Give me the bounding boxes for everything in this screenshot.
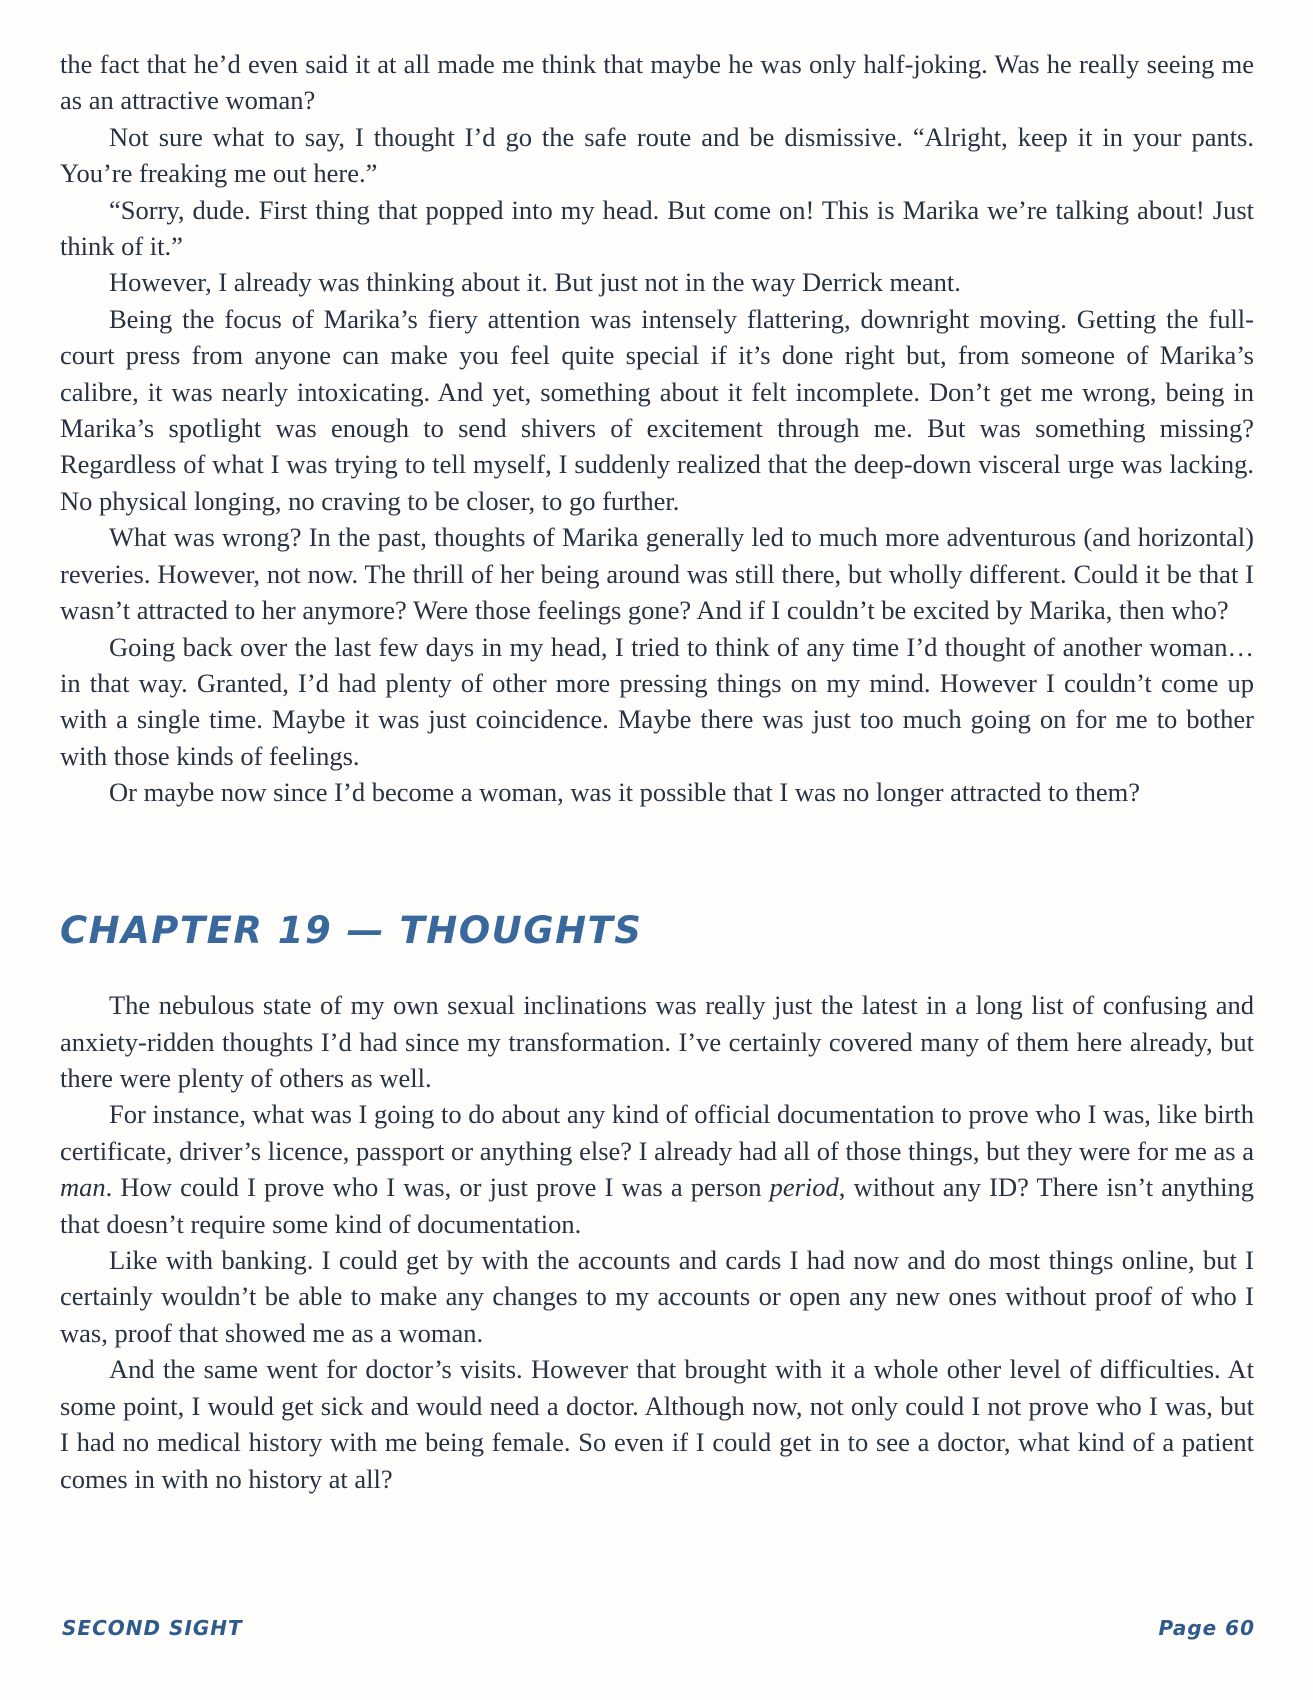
paragraph: However, I already was thinking about it. But just not in the way Derrick meant. [109, 267, 961, 298]
paragraph: Going back over the last few days in my head, I tried to think of any time I’d thought of another woman… in that way. Granted, I’d had plenty of other more pressing things on my mind. However I couldn’t come up with a single time. Maybe it was just coincidence. Maybe there was just too much going on for me to bother with those kinds of feelings. [60, 631, 1254, 771]
paragraph: Like with banking. I could get by with the accounts and cards I had now and do most things online, but I certainly wouldn’t be able to make any changes to my accounts or open any new ones without proof of who I was, proof that showed me as a woman. [60, 1245, 1254, 1348]
paragraph: The nebulous state of my own sexual inclinations was really just the latest in a long list of confusing and anxiety-ridden thoughts I’d had since my transformation. I’ve certainly covered many of them here already, but there were plenty of others as well. [60, 990, 1254, 1094]
paragraph: What was wrong? In the past, thoughts of Marika generally led to much more adventurous (and horizontal) reveries. However, not now. The thrill of her being around was still there, but wholly different. Could it be that I wasn’t attracted to her anymore? Were those feelings gone? And if I couldn’t be excited by Marika, then who? [60, 522, 1254, 626]
paragraph: the fact that he’d even said it at all made me think that maybe he was only half-joking. Was he really seeing me as an attractive woman? [60, 49, 1254, 116]
footer-book-title: SECOND SIGHT [62, 1616, 243, 1640]
body-text [60, 46, 1254, 1497]
footer-page-number: Page 60 [1158, 1616, 1255, 1640]
paragraph: And the same went for doctor’s visits. However that brought with it a whole other level of difficulties. At some point, I would get sick and would need a doctor. Although now, not only could I not prove who I was, but I had no medical history with me being female. So even if I could get in to see a doctor, what kind of a patient comes in with no history at all? [60, 1354, 1254, 1494]
chapter-heading: CHAPTER 19 — THOUGHTS [60, 908, 643, 952]
paragraph: Being the focus of Marika’s fiery attention was intensely flattering, downright moving. Getting the full-court press from anyone can make you feel quite special if it’s done right but, from someone of Marika’s calibre, it was nearly intoxicating. And yet, something about it felt incomplete. Don’t get me wrong, being in Marika’s spotlight was enough to send shivers of excitement through me. But was something missing? Regardless of what I was trying to tell myself, I suddenly realized that the deep-down visceral urge was lacking. No physical longing, no craving to be closer, to go further. [60, 303, 1254, 516]
paragraph: Or maybe now since I’d become a woman, was it possible that I was no longer attracted to them? [109, 777, 1140, 808]
paragraph: For instance, what was I going to do about any kind of official documentation to prove who I was, like birth certificate, driver’s licence, passport or anything else? I already had all of those things, but they were for me as a man. How could I prove who I was, or just prove I was a person period, without any ID? There isn’t anything that doesn’t require some kind of documentation. [60, 1099, 1254, 1239]
paragraph: “Sorry, dude. First thing that popped into my head. But come on! This is Marika we’re talking about! Just think of it.” [60, 194, 1254, 262]
paragraph: Not sure what to say, I thought I’d go the safe route and be dismissive. “Alright, keep it in your pants. You’re freaking me out here.” [60, 121, 1254, 189]
page-footer [62, 1616, 1255, 1640]
